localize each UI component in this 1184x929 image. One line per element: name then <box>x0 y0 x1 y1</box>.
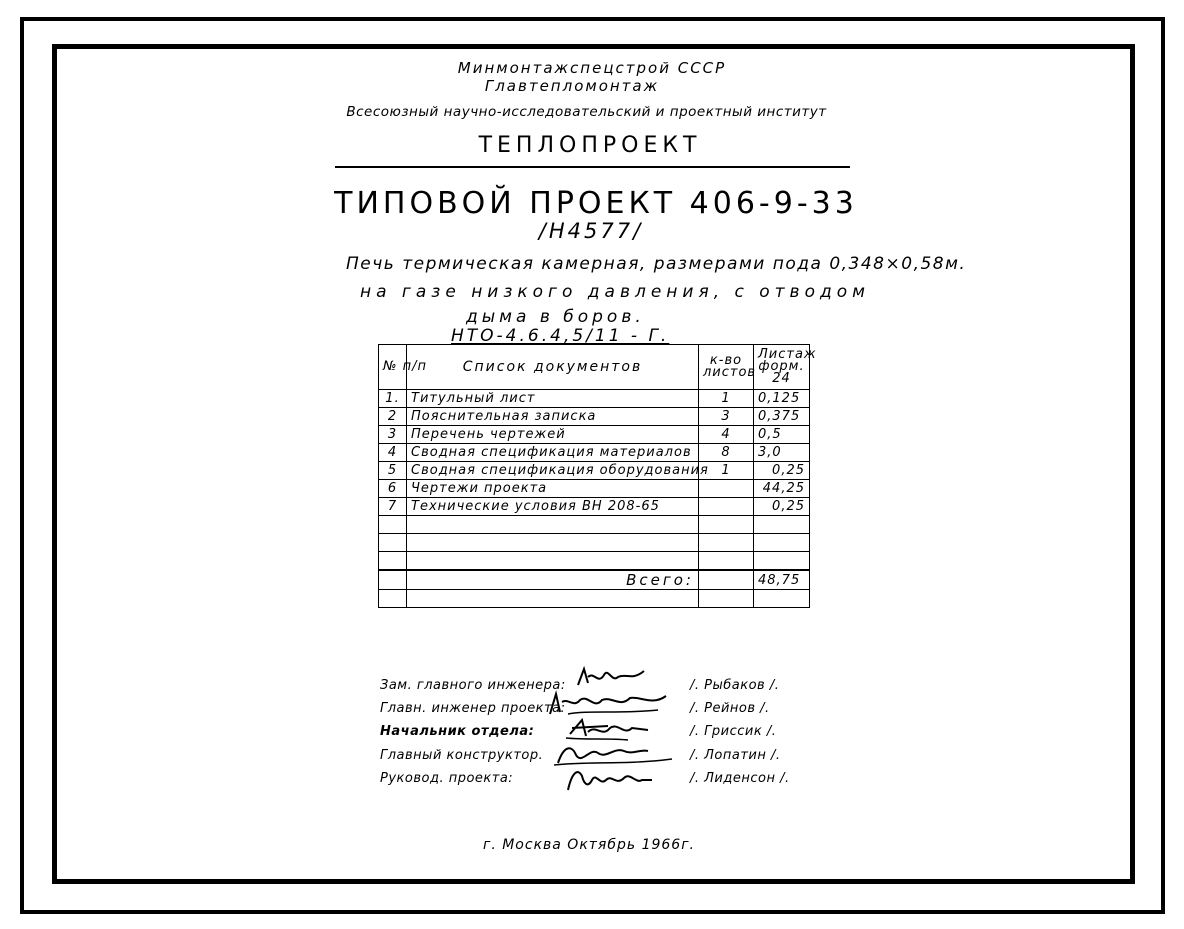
row-sheets: 0,125 <box>754 390 810 408</box>
table-total-row <box>379 570 810 590</box>
header-divider <box>335 166 850 168</box>
row-name: Пояснительная записка <box>407 408 699 426</box>
row-num: 3 <box>379 426 407 444</box>
table-row-empty <box>379 590 810 608</box>
row-qty <box>699 480 754 498</box>
row-num: 6 <box>379 480 407 498</box>
institute-name: Всесоюзный научно-исследовательский и проектный институт <box>346 104 827 120</box>
ministry-name: Минмонтажспецстрой СССР <box>457 59 727 77</box>
total-value: 48,75 <box>754 570 810 590</box>
description-line-2: на газе низкого давления, с отводом <box>360 282 870 302</box>
handwritten-signature <box>548 690 678 716</box>
handwritten-signature <box>548 766 678 792</box>
row-sheets: 0,375 <box>754 408 810 426</box>
row-num: 4 <box>379 444 407 462</box>
row-sheets: 44,25 <box>754 480 810 498</box>
signature-title: Зам. главного инженера: <box>380 678 566 693</box>
header-sheets: Листаж форм. 24 <box>754 345 810 390</box>
row-name: Технические условия ВН 208-65 <box>407 498 699 516</box>
description-line-1: Печь термическая камерная, размерами пода 0,348×0,58м. <box>346 254 967 274</box>
table-row <box>379 426 810 444</box>
row-qty: 4 <box>699 426 754 444</box>
row-name: Перечень чертежей <box>407 426 699 444</box>
row-name: Сводная спецификация материалов <box>407 444 699 462</box>
handwritten-signature <box>548 663 678 689</box>
table-row <box>379 444 810 462</box>
signature-title: Руковод. проекта: <box>380 771 514 786</box>
signature-title: Начальник отдела: <box>380 724 535 739</box>
row-qty: 8 <box>699 444 754 462</box>
documents-table <box>378 344 817 608</box>
row-sheets: 0,5 <box>754 426 810 444</box>
table-row <box>379 480 810 498</box>
handwritten-signature <box>548 741 678 767</box>
row-num: 2 <box>379 408 407 426</box>
row-name: Сводная спецификация оборудования <box>407 462 699 480</box>
description-line-3: дыма в боров. <box>466 307 645 327</box>
footer-place-date: г. Москва Октябрь 1966г. <box>482 837 696 853</box>
table-row-empty <box>379 534 810 552</box>
table-row <box>379 498 810 516</box>
row-sheets: 0,25 <box>754 462 810 480</box>
row-qty: 1 <box>699 462 754 480</box>
total-label: Всего: <box>407 570 699 590</box>
row-qty: 3 <box>699 408 754 426</box>
signature-title: Главный конструктор. <box>380 748 544 763</box>
organization-name: ТЕПЛОПРОЕКТ <box>478 133 702 158</box>
signature-name: /. Рейнов /. <box>690 701 770 716</box>
table-row-empty <box>379 552 810 571</box>
table-header-row <box>379 345 810 390</box>
signature-name: /. Гриссик /. <box>690 724 777 739</box>
row-sheets: 3,0 <box>754 444 810 462</box>
table-row <box>379 390 810 408</box>
project-title: ТИПОВОЙ ПРОЕКТ 406-9-33 <box>334 186 858 221</box>
handwritten-signature <box>548 716 678 742</box>
row-qty <box>699 498 754 516</box>
header-num: № п/п <box>379 345 407 390</box>
signature-name: /. Рыбаков /. <box>690 678 780 693</box>
project-code: /Н4577/ <box>538 219 644 243</box>
signature-name: /. Лиденсон /. <box>690 771 790 786</box>
signature-title: Главн. инженер проекта: <box>380 701 566 716</box>
row-name: Чертежи проекта <box>407 480 699 498</box>
header-qty: к-во листов <box>699 345 754 390</box>
description-line-4: НТО-4.6.4,5/11 - Г. <box>451 326 670 346</box>
header-name: Список документов <box>407 345 699 390</box>
table-row <box>379 408 810 426</box>
table-row-empty <box>379 516 810 534</box>
row-num: 1. <box>379 390 407 408</box>
signature-name: /. Лопатин /. <box>690 748 781 763</box>
row-qty: 1 <box>699 390 754 408</box>
row-num: 7 <box>379 498 407 516</box>
row-num: 5 <box>379 462 407 480</box>
glavk-name: Главтепломонтаж <box>484 77 660 95</box>
table-row <box>379 462 810 480</box>
row-name: Титульный лист <box>407 390 699 408</box>
row-sheets: 0,25 <box>754 498 810 516</box>
